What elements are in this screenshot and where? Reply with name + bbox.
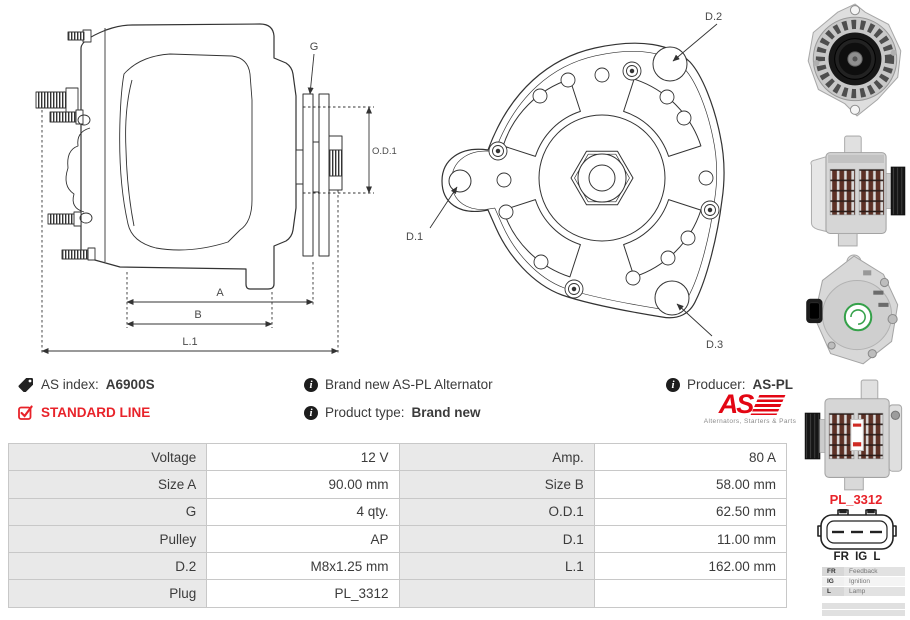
info-icon: i [666, 378, 680, 392]
legend-code: IG [822, 577, 844, 586]
info-icon: i [304, 378, 318, 392]
spec-label: Amp. [399, 444, 594, 471]
legend-row [822, 567, 905, 577]
spec-label: L.1 [399, 553, 594, 580]
product-photo-side-left [803, 378, 907, 494]
label-d3: D.3 [706, 339, 724, 351]
spec-label: Plug [9, 580, 207, 607]
legend-desc: Ignition [844, 577, 905, 586]
spec-row [9, 553, 787, 580]
checkbox-checked-icon [18, 405, 34, 420]
legend-row [822, 577, 905, 587]
label-d1: D.1 [406, 231, 424, 243]
as-index-row [18, 377, 155, 392]
label-a: A [216, 287, 224, 299]
alternator-side-body [36, 24, 342, 289]
legend-row [822, 587, 905, 597]
as-index-label: AS index: [41, 377, 99, 392]
as-pl-logo-text: AS [718, 389, 753, 419]
plug-code: PL_3312 [829, 492, 883, 507]
spec-row [9, 580, 787, 607]
spec-row [9, 444, 787, 471]
as-pl-logo-tagline: Alternators, Starters & Parts [703, 418, 797, 425]
spec-label: O.D.1 [399, 498, 594, 525]
spec-table [8, 443, 787, 608]
legend-empty-row [822, 603, 905, 610]
plug-legend [822, 567, 905, 617]
as-index-value: A6900S [105, 377, 155, 392]
spec-value: 4 qty. [207, 498, 399, 525]
spec-row [9, 498, 787, 525]
spec-label: D.1 [399, 525, 594, 552]
spec-value: 11.00 mm [594, 525, 786, 552]
spec-label: Voltage [9, 444, 207, 471]
side-view-drawing [20, 10, 405, 367]
spec-value [594, 580, 786, 607]
spec-label: Size A [9, 471, 207, 498]
tag-icon [18, 377, 34, 392]
legend-code: FR [822, 567, 844, 576]
label-d2: D.2 [705, 11, 723, 23]
label-l1: L.1 [182, 336, 198, 348]
spec-label: Pulley [9, 525, 207, 552]
spec-label [399, 580, 594, 607]
producer-value: AS-PL [752, 377, 794, 392]
product-photo-side-right [803, 134, 907, 248]
as-pl-logo-stripes [751, 395, 786, 415]
legend-desc: Feedback [844, 567, 905, 576]
legend-desc: Lamp [844, 587, 905, 596]
product-photo-front [803, 2, 907, 120]
legend-code: L [822, 587, 844, 596]
spec-row [9, 525, 787, 552]
spec-value: 80 A [594, 444, 786, 471]
legend-empty-row [822, 610, 905, 617]
spec-row [9, 471, 787, 498]
brand-new-text: Brand new AS-PL Alternator [325, 377, 493, 392]
plug-connector-drawing [817, 509, 897, 551]
product-photo-rear-angled [803, 252, 907, 376]
label-g: G [309, 41, 319, 53]
spec-label: D.2 [9, 553, 207, 580]
spec-label: Size B [399, 471, 594, 498]
spec-value: PL_3312 [207, 580, 399, 607]
producer-label: Producer: [687, 377, 746, 392]
spec-value: 12 V [207, 444, 399, 471]
pulley-side [296, 94, 342, 256]
spec-value: 90.00 mm [207, 471, 399, 498]
spec-value: M8x1.25 mm [207, 553, 399, 580]
info-icon: i [304, 406, 318, 420]
spec-value: AP [207, 525, 399, 552]
shaft-hub [539, 115, 665, 241]
brand-new-row [304, 377, 493, 392]
spec-value: 162.00 mm [594, 553, 786, 580]
product-type-row [304, 405, 481, 420]
spec-label: G [9, 498, 207, 525]
spec-value: 62.50 mm [594, 498, 786, 525]
alternator-front-body [442, 43, 724, 318]
label-od1: O.D.1 [372, 146, 397, 157]
product-type-value: Brand new [411, 405, 481, 420]
standard-line-label: STANDARD LINE [41, 405, 151, 420]
plug-pin-labels: FR IG L [833, 551, 881, 563]
spec-value: 58.00 mm [594, 471, 786, 498]
label-b: B [194, 309, 202, 321]
front-view-drawing [400, 0, 780, 370]
as-pl-logo [700, 391, 800, 425]
product-type-label: Product type: [325, 405, 405, 420]
standard-line-row [18, 405, 150, 420]
